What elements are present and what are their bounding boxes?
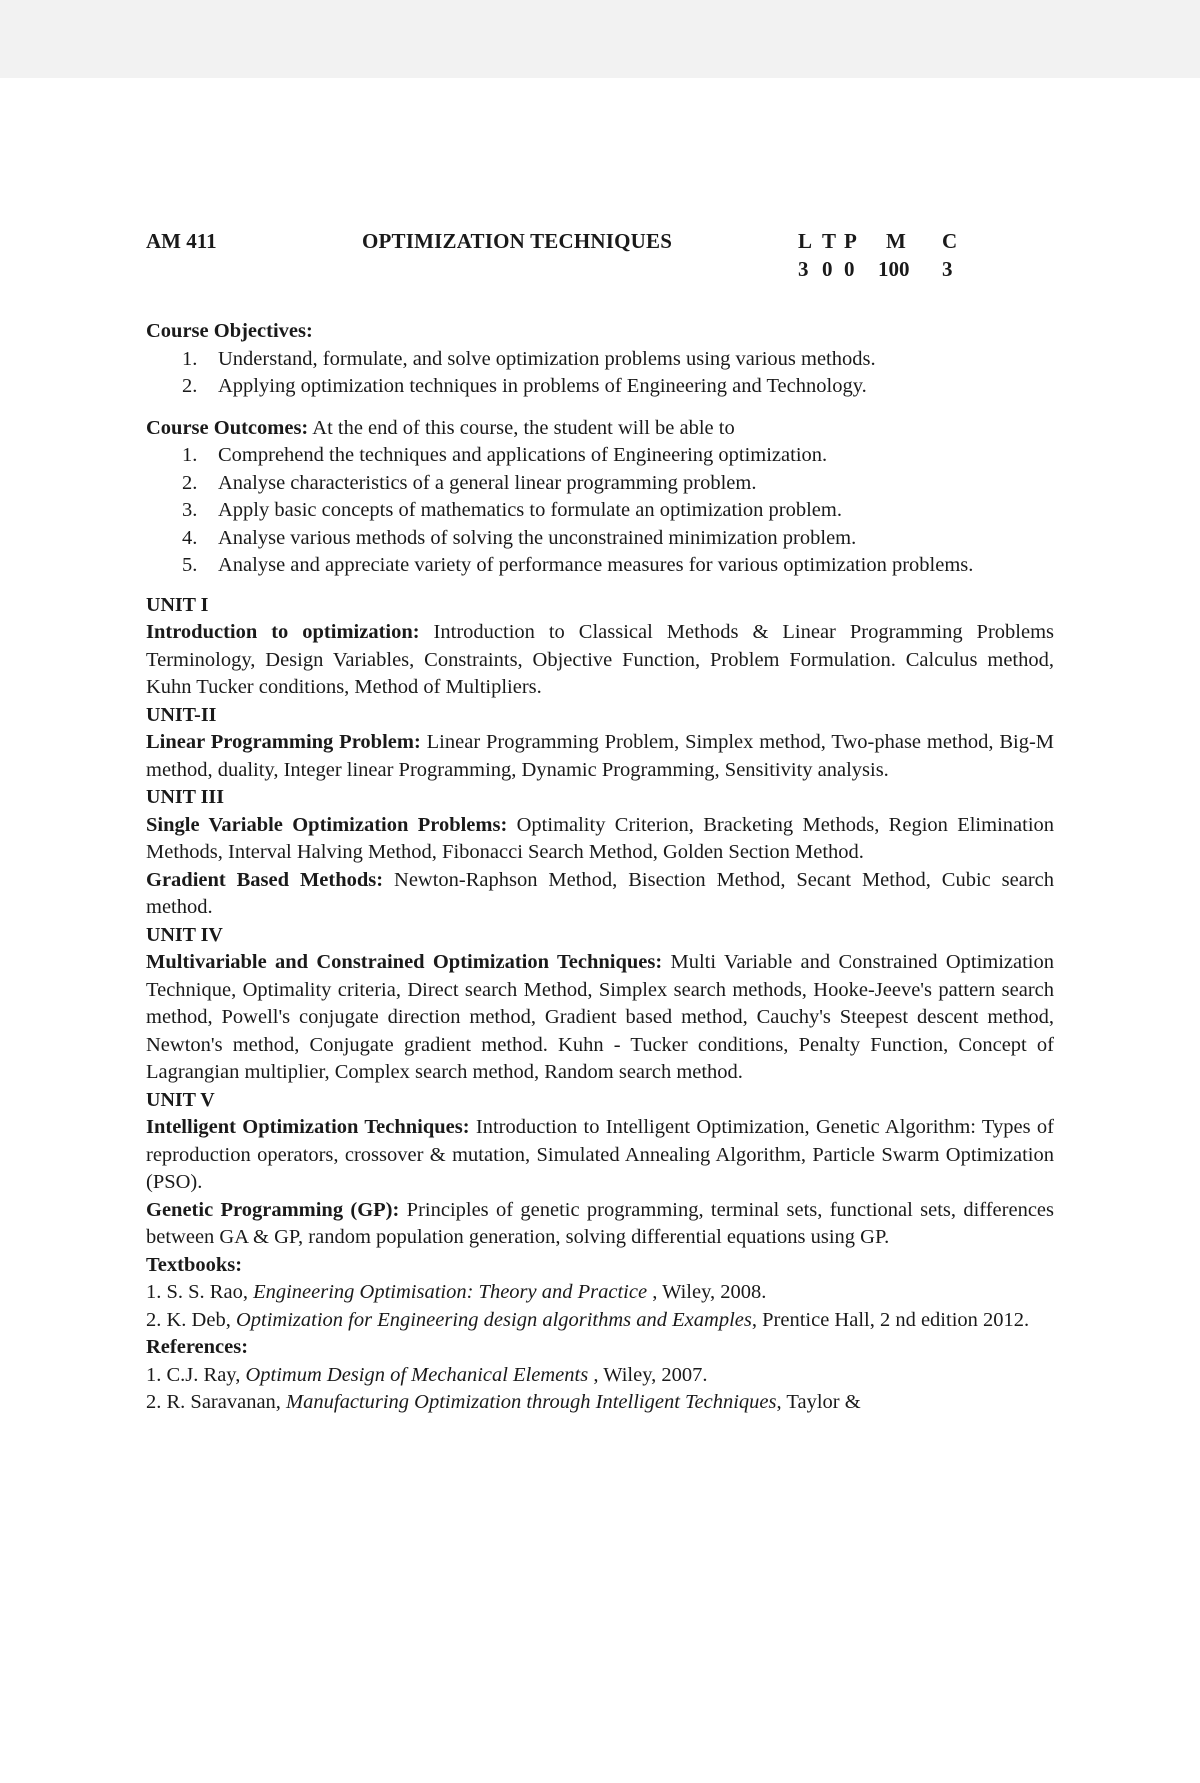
reference-entry: 2. R. Saravanan, Manufacturing Optimization through Intelligent Techniques, Taylor & (146, 1391, 861, 1413)
outcomes-heading: Course Outcomes: (146, 416, 309, 439)
textbooks (146, 1252, 1054, 1335)
objectives-list (146, 346, 1054, 401)
value-t: 0 (822, 257, 833, 281)
course-code: AM 411 (146, 229, 217, 253)
references-heading: References: (146, 1336, 249, 1358)
list-item: 2. Analyse characteristics of a general linear programming problem. (182, 471, 757, 494)
objectives-heading: Course Objectives: (146, 320, 313, 342)
textbooks-heading: Textbooks: (146, 1253, 243, 1276)
unit-title: UNIT IV (146, 923, 223, 946)
list-item: 5. Analyse and appreciate variety of performance measures for various optimization problems. (182, 554, 974, 576)
credit-table (798, 228, 968, 284)
document-page (0, 78, 1200, 1783)
course-title: OPTIMIZATION TECHNIQUES (362, 229, 673, 253)
reference-entry: 1. C.J. Ray, Optimum Design of Mechanical Elements , Wiley, 2007. (146, 1363, 708, 1386)
unit-title: UNIT V (146, 1088, 215, 1111)
unit-1 (146, 592, 1054, 702)
unit-paragraph: Introduction to optimization: Introduction to Classical Methods & Linear Programming Problems Terminology, Design Variables, Constraints, Objective Function, Problem Formulation. Calculus method, Kuhn Tucker conditions, Method of Multipliers. (146, 621, 1054, 698)
unit-paragraph: Intelligent Optimization Techniques: Introduction to Intelligent Optimization, Genetic Algorithm: Types of reproduction operators, crossover & mutation, Simulated Annealing Algorithm, Particle Swarm Optimization (PSO). (146, 1116, 1054, 1193)
outcomes-list (146, 442, 1054, 580)
unit-5 (146, 1087, 1054, 1252)
unit-3 (146, 784, 1054, 922)
label-c: C (942, 229, 958, 253)
unit-4 (146, 922, 1054, 1087)
unit-2 (146, 702, 1054, 785)
unit-paragraph: Linear Programming Problem: Linear Programming Problem, Simplex method, Two-phase method, Big-M method, duality, Integer linear Programming, Dynamic Programming, Sensitivity analysis. (146, 731, 1055, 781)
unit-title: UNIT III (146, 786, 224, 808)
label-p: P (844, 229, 857, 253)
course-outcomes (146, 415, 1054, 580)
list-item: 4. Analyse various methods of solving the unconstrained minimization problem. (182, 526, 857, 549)
course-objectives (146, 318, 1054, 401)
value-c: 3 (942, 257, 953, 281)
outcomes-intro: At the end of this course, the student will be able to (312, 416, 735, 439)
textbook-entry: 2. K. Deb, Optimization for Engineering design algorithms and Examples, Prentice Hall, 2 nd edition 2012. (146, 1308, 1030, 1331)
value-l: 3 (798, 257, 809, 281)
textbook-entry: 1. S. S. Rao, Engineering Optimisation: Theory and Practice , Wiley, 2008. (146, 1281, 767, 1303)
unit-paragraph: Multivariable and Constrained Optimization Techniques: Multi Variable and Constrained Optimization Technique, Optimality criteria, Direct search Method, Simplex search methods, Hooke-Jeeve's pattern search method, Powell's conjugate direction method, Gradient based method, Cauchy's Steepest descent method, Newton's method, Conjugate gradient method. Kuhn - Tucker conditions, Penalty Function, Concept of Lagrangian multiplier, Complex search method, Random search method. (146, 951, 1055, 1083)
label-l: L (798, 229, 813, 253)
references (146, 1334, 1054, 1417)
unit-title: UNIT-II (146, 703, 217, 726)
credit-labels (798, 228, 968, 256)
course-header (146, 228, 1054, 288)
value-p: 0 (844, 257, 855, 281)
unit-paragraph: Gradient Based Methods: Newton-Raphson Method, Bisection Method, Secant Method, Cubic search method. (146, 868, 1055, 918)
unit-paragraph: Single Variable Optimization Problems: Optimality Criterion, Bracketing Methods, Region Elimination Methods, Interval Halving Method, Fibonacci Search Method, Golden Section Method. (146, 813, 1055, 863)
list-item: 3. Apply basic concepts of mathematics to formulate an optimization problem. (182, 499, 842, 521)
list-item: 1. Understand, formulate, and solve optimization problems using various methods. (182, 347, 876, 370)
label-t: T (822, 229, 837, 253)
unit-paragraph: Genetic Programming (GP): Principles of genetic programming, terminal sets, functional sets, differences between GA & GP, random population generation, solving differential equations using GP. (146, 1198, 1054, 1248)
top-band (0, 0, 1200, 78)
list-item: 2. Applying optimization techniques in problems of Engineering and Technology. (182, 375, 867, 397)
outcomes-intro-line (146, 415, 1054, 443)
credit-values (798, 256, 968, 284)
document-content (146, 228, 1054, 1417)
label-m: M (886, 229, 906, 253)
unit-title: UNIT I (146, 593, 209, 616)
value-m: 100 (878, 257, 910, 281)
list-item: 1. Comprehend the techniques and applications of Engineering optimization. (182, 444, 828, 466)
